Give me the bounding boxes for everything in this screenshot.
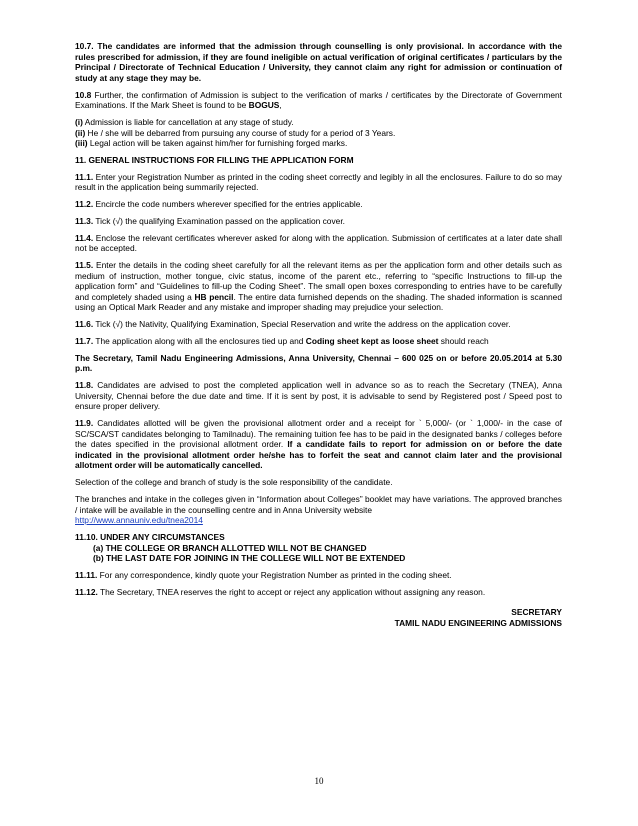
instruction-11-4: 11.4. Enclose the relevant certificates wherever asked for along with the application. Submission of certificates at a later date shall not be accepted.: [75, 232, 562, 254]
circumstances-block: [75, 532, 562, 564]
bogus-text: BOGUS: [248, 100, 280, 111]
selection-note: Selection of the college and branch of study is the sole responsibility of the candidate.: [75, 477, 393, 488]
signature-organisation: TAMIL NADU ENGINEERING ADMISSIONS: [394, 617, 562, 628]
section-heading-11: 11. GENERAL INSTRUCTIONS FOR FILLING THE APPLICATION FORM: [75, 154, 354, 165]
paragraph-number: 10.8: [75, 89, 92, 100]
instruction-11-3: 11.3. Tick (√) the qualifying Examination passed on the application cover.: [75, 215, 345, 226]
circumstance-a: (a) THE COLLEGE OR BRANCH ALLOTTED WILL NOT BE CHANGED: [93, 542, 367, 553]
instruction-11-12: 11.12. The Secretary, TNEA reserves the right to accept or reject any application without assigning any reason.: [75, 586, 486, 597]
section-heading-11-10: 11.10. UNDER ANY CIRCUMSTANCES: [75, 531, 225, 542]
website-link-line: [75, 515, 562, 526]
circumstance-b: (b) THE LAST DATE FOR JOINING IN THE COLLEGE WILL NOT BE EXTENDED: [93, 553, 406, 564]
instruction-11-5: 11.5. Enter the details in the coding sheet carefully for all the relevant items as per the application form and other details such as medium of instruction, mother tongue, civic status, income of the parent etc., referring to “specific Instructions to fill-up the application form” and “Guidelines to fill-up the Coding Sheet”. The small open boxes corresponding to entries have to be carefully and completely shaded using a HB pencil. The entire data furnished depends on the shading. The shaded information is scanned using an Optical Mark Reader and any mistake and improper shading may prejudice your selection.: [75, 260, 563, 313]
instruction-11-1: 11.1. Enter your Registration Number as printed in the coding sheet correctly and legibly in all the enclosures. Failure to do so may result in the application being summarily rejected.: [75, 171, 562, 193]
list-item: (i) Admission is liable for cancellation at any stage of study.: [75, 116, 294, 127]
list-item: (ii) He / she will be debarred from pursuing any course of study for a period of 3 Years.: [75, 127, 396, 138]
instruction-11-2: 11.2. Encircle the code numbers wherever specified for the entries applicable.: [75, 199, 363, 210]
instruction-11-8: 11.8. Candidates are advised to post the completed application well in advance so as to reach the Secretary (TNEA), Anna University, Chennai before the due date and time. If it is sent by post, it is advisable to send by Registered post / Speed post to ensure proper delivery.: [75, 380, 562, 412]
list-item: (iii) Legal action will be taken against him/her for furnishing forged marks.: [75, 138, 348, 149]
signature-title: SECRETARY: [511, 607, 562, 618]
instruction-11-11: 11.11. For any correspondence, kindly quote your Registration Number as printed in the coding sheet.: [75, 569, 452, 580]
instruction-11-9: 11.9. Candidates allotted will be given the provisional allotment order and a receipt for ` 5,000/- (or ` 1,000/- in the case of SC/SCA/ST candidates belonging to Tamilnadu). The remaining tuition fee has to be paid in the designated banks / colleges before the dates specified in the provisional allotment order. If a candidate fails to report for admission on or before the date indicated in the provisional allotment order he/she has to forfeit the seat and cannot claim later and the provisional allotment order will be automatically cancelled.: [75, 418, 562, 471]
instruction-11-6: 11.6. Tick (√) the Nativity, Qualifying Examination, Special Reservation and write the address on the application cover.: [75, 319, 511, 330]
instruction-11-7: 11.7. The application along with all the enclosures tied up and Coding sheet kept as loose sheet should reach: [75, 335, 489, 346]
paragraph-10-7: 10.7. The candidates are informed that the admission through counselling is only provisional. In accordance with the rules prescribed for admission, if they are found ineligible on actual verification of original certificates / particulars by the Principal / Directorate of Technical Education / University, they cannot claim any right for admission or continuation of study at any stage they may be.: [75, 41, 562, 83]
secretary-address: The Secretary, Tamil Nadu Engineering Admissions, Anna University, Chennai – 600 025 on or before 20.05.2014 at 5.30 p.m.: [75, 352, 562, 374]
website-link[interactable]: http://www.annauniv.edu/tnea2014: [75, 515, 203, 526]
paragraph-10-8: 10.8 Further, the confirmation of Admission is subject to the verification of marks / certificates by the Directorate of Government Examinations. If the Mark Sheet is found to be BOGUS,: [75, 89, 562, 111]
branches-note: The branches and intake in the colleges given in “Information about Colleges” booklet may have variations. The approved branches / intake will be available in the counselling centre and in Anna University website: [75, 494, 562, 515]
page-number: 10: [314, 776, 324, 786]
consequence-list: [75, 117, 562, 149]
